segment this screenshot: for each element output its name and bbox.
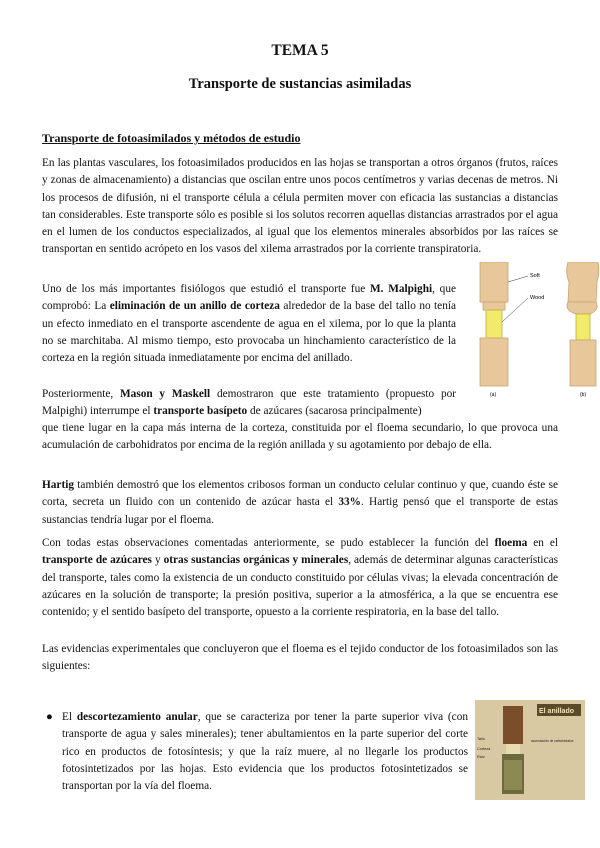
label-a: (a)	[490, 392, 497, 398]
paragraph-floema: Con todas estas observaciones comentadas anteriormente, se pudo establecer la función del floema en el transporte de azúcares y otras sustancias orgánicas y minerales, además de determinar algunas características del transporte, tales como la existencia de un conducto constituido por células vivas; la elevada concentración de azúcares en la solución de transporte; la presión positiva, superior a la atmosférica, a la que se encuentra ese contenido; y el sentido basípeto del transporte, opuesto a la corriente respiratoria, en la base del tallo.	[42, 537, 558, 619]
anillado-illustration	[475, 700, 585, 800]
paragraph-intro: En las plantas vasculares, los fotoasimilados producidos en las hojas se transportan a otros órganos (frutos, raíces y zonas de almacenamiento) a distancias que oscilan entre unos pocos centímetros y varias decenas de metros. Ni los procesos de difusión, ni el transporte célula a célula permiten mover con eficacia las sustancias a distancias tan considerables. Este transporte sólo es posible si los solutos recorren aquellas distancias arrastrados por el agua en el lumen de los conductos especializados, al igual que los elementos minerales absorbidos por las raíces se transportan en sentido acrópeto en los vasos del xilema arrastrados por la corriente transpiratoria.	[42, 157, 558, 256]
anillado-title: El anillado	[539, 708, 575, 715]
bullet-marker: ●	[46, 711, 53, 723]
anillado-label-3: Raíz	[477, 755, 485, 759]
stem-ringing-diagram	[468, 262, 600, 402]
label-wood: Wood	[530, 295, 545, 301]
paragraph-evidencias: Las evidencias experimentales que concluyeron que el floema es el tejido conductor de los fotoasimilados son las siguientes:	[42, 643, 558, 673]
anillado-label-2: Corteza	[477, 747, 491, 751]
page-subtitle: Transporte de sustancias asimiladas	[188, 76, 412, 92]
paragraph-malpighi: Uno de los más importantes fisiólogos que estudió el transporte fue M. Malpighi, que comprobó: La eliminación de un anillo de corteza alrededor de la base del tallo no tenía un efecto inmediato en el transporte ascendente de agua en el xilema, por lo que la planta no se marchitaba. Al mismo tiempo, esto provocaba un hinchamiento característico de la corteza en la región situada inmediatamente por encima del anillado.	[42, 283, 456, 365]
paragraph-mason-maskell: Posteriormente, Mason y Maskell demostraron que este tratamiento (propuesto por Malpighi) interrumpe el transporte basípeto de azúcares (sacarosa principalmente)	[42, 388, 457, 418]
anillado-label-right: acumulación de carbohidratos	[531, 739, 574, 743]
bullet-descortezamiento: ● El descortezamiento anular, que se caracteriza por tener la parte superior viva (con transporte de agua y sales minerales); tener abultamientos en la parte superior del corte rico en productos de fotosíntesis; y que la raíz muere, al no llegarle los productos fotosintetizados por las hojas. Esto evidencia que los productos fotosintetizados se transportan por la vía del floema.	[46, 711, 468, 793]
label-b: (b)	[580, 392, 587, 398]
page-title: TEMA 5	[271, 42, 329, 59]
anillado-label-1: Tallo	[477, 737, 485, 741]
paragraph-hartig: Hartig también demostró que los elementos cribosos forman un conducto celular continuo y que, cuando éste se corta, secreta un fluido con un contenido de azúcar hasta el 33%. Hartig pensó que el transporte de estas sustancias tendría lugar por el floema.	[42, 479, 558, 526]
paragraph-mason-maskell-cont: que tiene lugar en la capa más interna de la corteza, constituida por el floema secundario, lo que provoca una acumulación de carbohidratos por encima de la región anillada y su agotamiento por debajo de ella.	[42, 422, 558, 452]
label-soft: Soft	[530, 273, 540, 279]
section-heading: Transporte de fotoasimilados y métodos de estudio	[42, 131, 301, 145]
